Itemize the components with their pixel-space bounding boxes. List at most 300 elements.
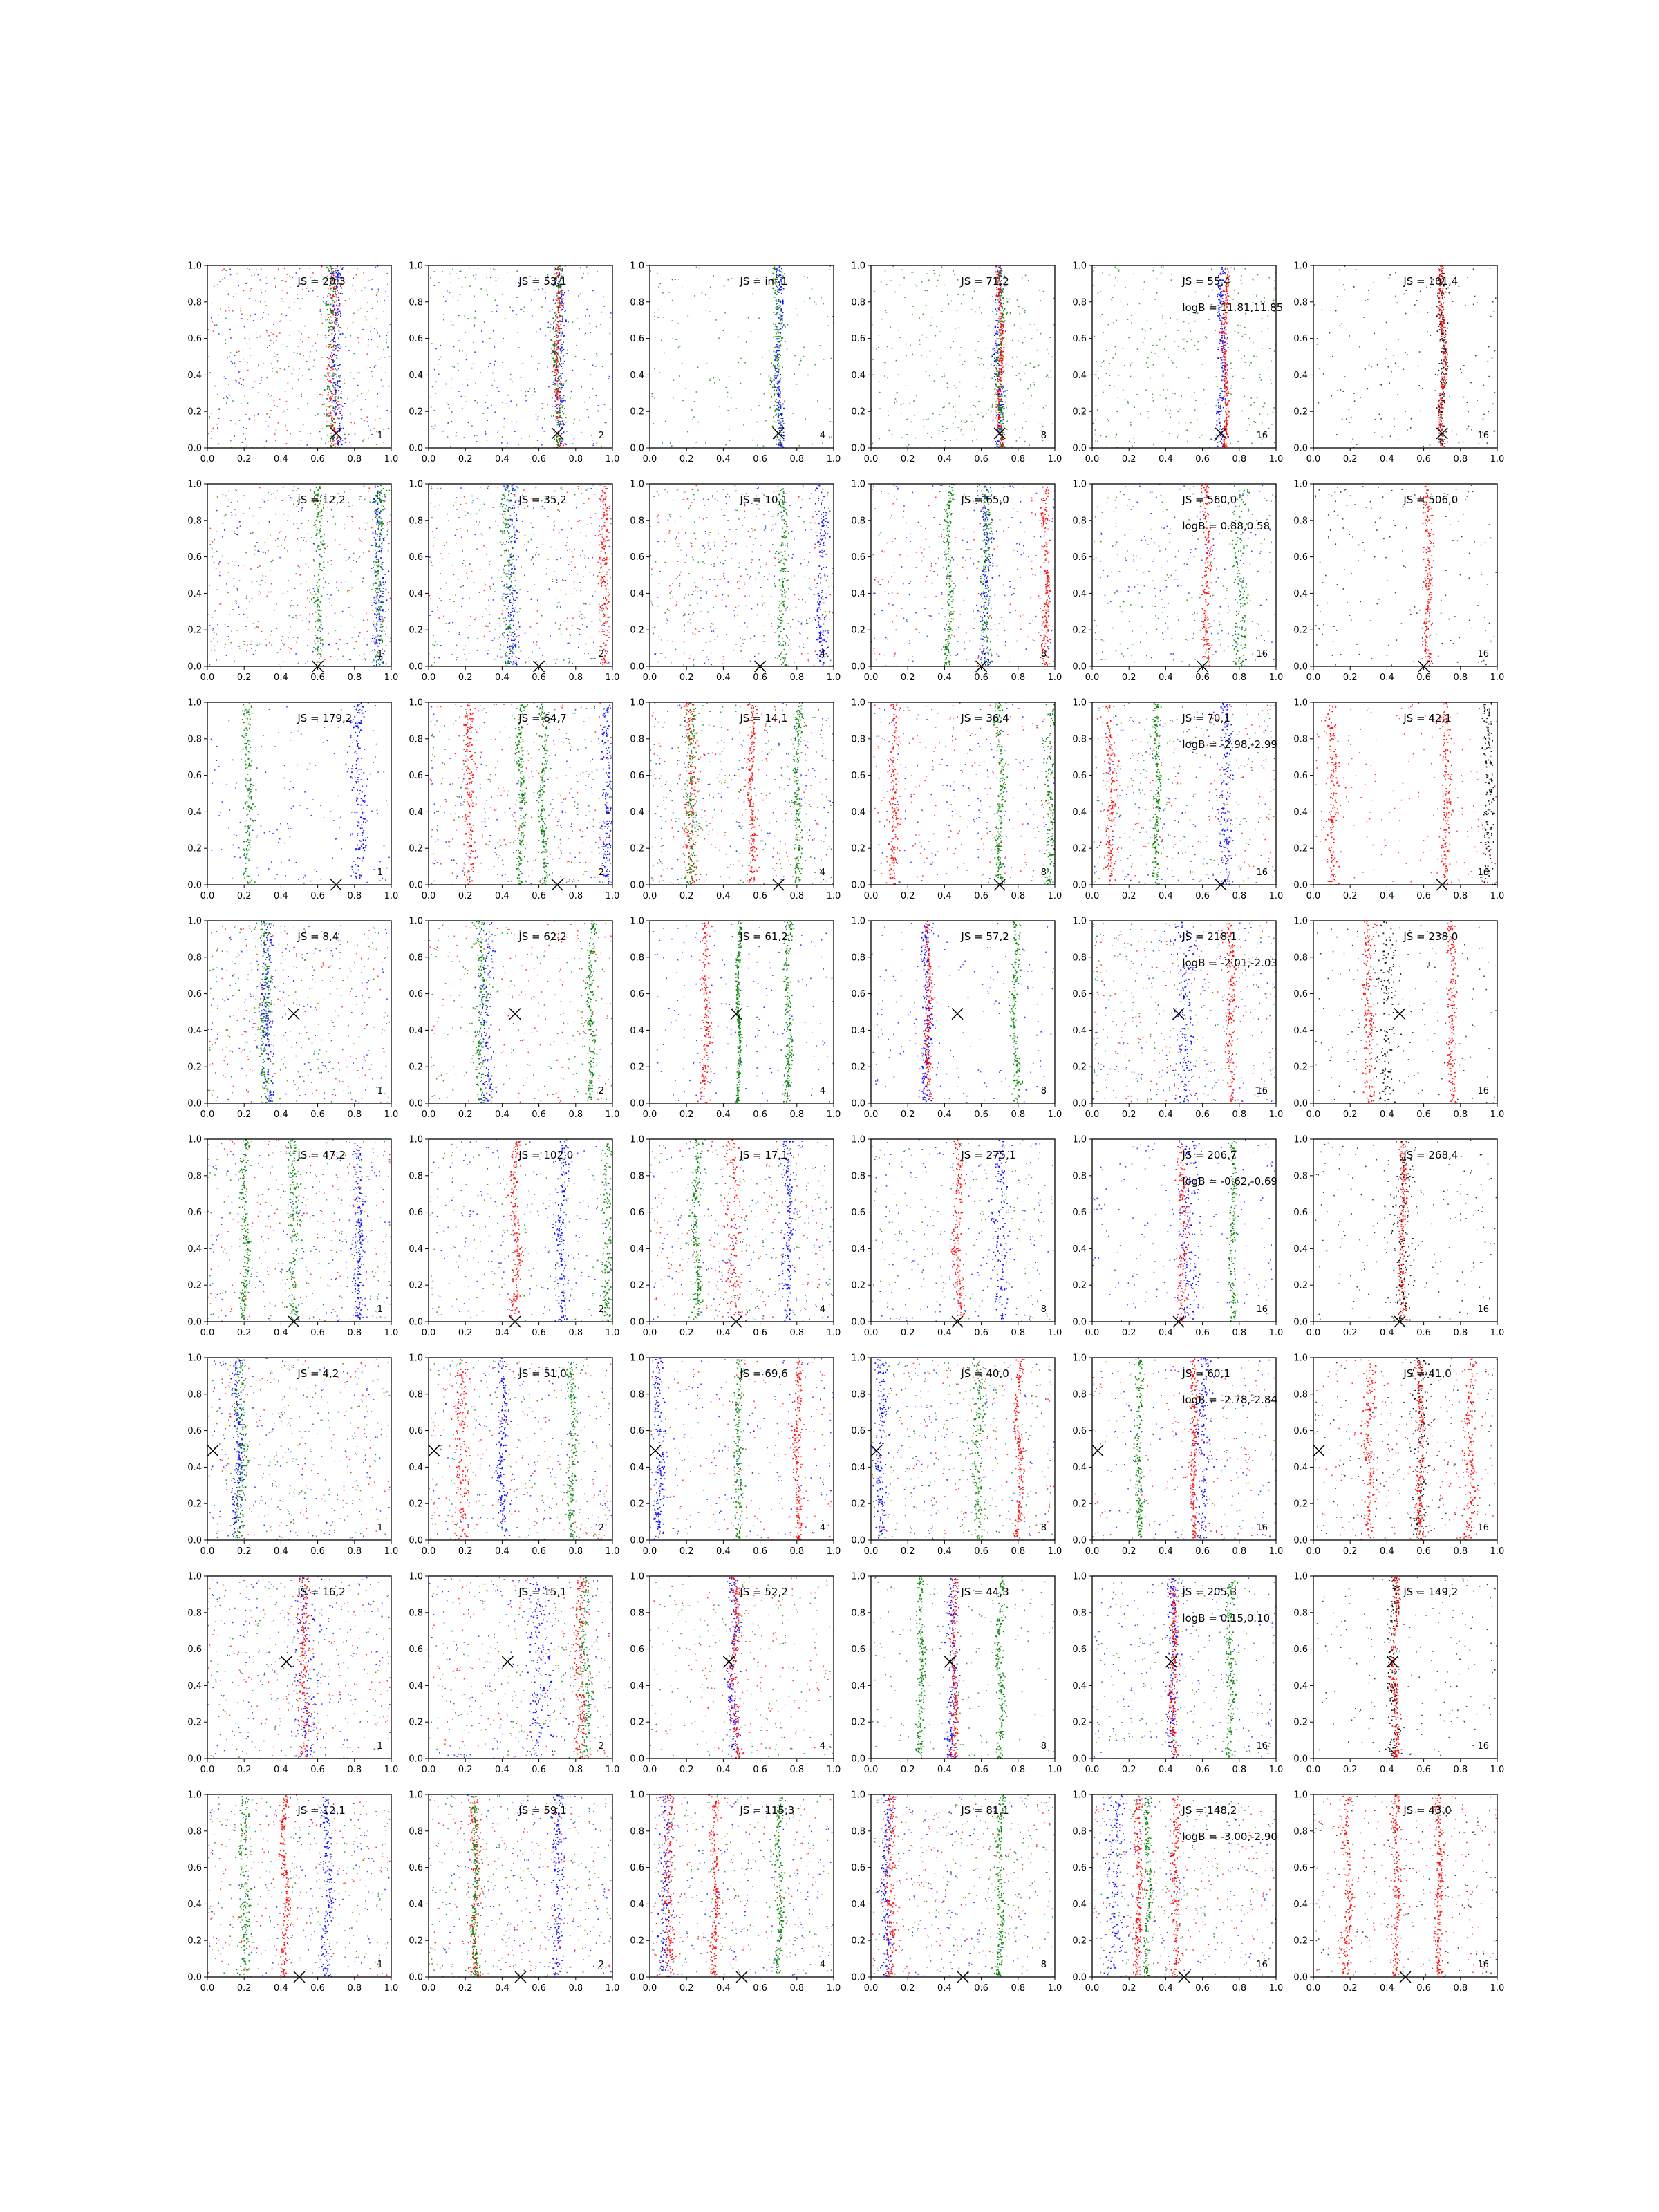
scatter-point-red <box>321 518 322 520</box>
scatter-point-green <box>830 409 831 410</box>
scatter-point-green <box>724 285 725 287</box>
scatter-point-black <box>1343 284 1344 285</box>
scatter-point-green <box>542 403 543 404</box>
scatter-point-red <box>367 416 368 418</box>
scatter-point-green <box>831 358 832 359</box>
scatter-point-red <box>265 421 267 422</box>
band-point-green <box>1000 408 1001 409</box>
scatter-point-blue <box>359 342 360 344</box>
band-point-blue <box>333 304 335 306</box>
scatter-point-green <box>1020 379 1022 381</box>
scatter-point-green <box>961 429 962 430</box>
scatter-point-blue <box>443 314 444 315</box>
band-point-green <box>324 389 326 391</box>
scatter-point-red <box>250 315 251 317</box>
band-point-red <box>332 268 334 269</box>
band-point-green <box>330 405 332 406</box>
x-tick-label: 0.6 <box>310 454 325 465</box>
band-point-green <box>997 345 999 346</box>
scatter-point-red <box>236 630 238 631</box>
scatter-point-green <box>886 312 888 313</box>
band-point-black <box>1442 372 1443 373</box>
corner-label: 1 <box>377 431 383 441</box>
scatter-point-blue <box>217 427 218 429</box>
scatter-point-green <box>729 440 731 441</box>
band-point-black <box>1439 363 1441 364</box>
band-point-green <box>330 326 332 328</box>
band-point-blue <box>1217 411 1219 412</box>
band-point-blue <box>997 353 999 354</box>
scatter-point-green <box>959 355 961 356</box>
band-point-green <box>334 273 335 274</box>
scatter-point-green <box>1004 337 1006 338</box>
band-point-blue <box>1002 413 1004 414</box>
band-point-red <box>557 342 559 344</box>
scatter-point-red <box>231 502 232 503</box>
scatter-point-green <box>1031 395 1032 397</box>
scatter-point-blue <box>231 361 232 362</box>
band-point-blue <box>1221 379 1223 381</box>
band-point-red <box>1443 380 1444 382</box>
band-point-green <box>779 414 780 415</box>
band-point-blue <box>561 400 563 402</box>
band-point-blue <box>1223 399 1224 400</box>
scatter-point-red <box>375 420 376 421</box>
band-point-red <box>999 364 1000 366</box>
scatter-point-green <box>916 395 917 397</box>
scatter-point-green <box>828 325 830 326</box>
scatter-point-blue <box>532 316 533 317</box>
band-point-green <box>1001 420 1002 421</box>
band-point-red <box>560 444 561 446</box>
scatter-point-black <box>1492 404 1494 405</box>
scatter-point-green <box>955 328 956 329</box>
scatter-point-green <box>341 266 342 268</box>
corner-label: 16 <box>1256 431 1268 441</box>
scatter-point-black <box>1368 290 1369 291</box>
band-point-red <box>335 341 336 343</box>
band-point-green <box>329 322 330 324</box>
band-point-red <box>561 299 563 301</box>
band-point-red <box>330 433 332 434</box>
band-point-red <box>997 391 999 393</box>
scatter-point-green <box>384 502 385 503</box>
band-point-blue <box>338 390 339 391</box>
band-point-blue <box>776 399 777 400</box>
scatter-point-green <box>495 300 496 301</box>
scatter-point-green <box>593 443 594 444</box>
scatter-point-black <box>1471 429 1472 431</box>
scatter-point-black <box>1449 292 1450 294</box>
band-point-blue <box>782 312 784 313</box>
scatter-point-green <box>1116 434 1118 435</box>
scatter-point-green <box>438 364 439 365</box>
scatter-point-red <box>279 664 280 665</box>
scatter-point-black <box>1341 324 1342 325</box>
band-point-green <box>1002 297 1004 299</box>
band-point-red <box>1439 288 1441 290</box>
band-point-red <box>556 438 557 439</box>
band-point-green <box>326 409 327 411</box>
band-point-red <box>1002 333 1004 335</box>
band-point-black <box>1441 351 1443 353</box>
scatter-point-green <box>1004 371 1005 372</box>
scatter-point-blue <box>585 332 586 334</box>
scatter-point-blue <box>273 324 274 326</box>
scatter-point-green <box>1147 320 1148 321</box>
scatter-point-green <box>1271 424 1273 425</box>
scatter-point-green <box>329 329 330 330</box>
scatter-point-blue <box>487 395 488 396</box>
scatter-point-green <box>985 348 986 349</box>
scatter-point-green <box>1004 300 1005 301</box>
scatter-point-green <box>776 414 778 415</box>
scatter-point-black <box>1467 402 1468 403</box>
band-point-red <box>559 272 560 273</box>
band-point-red <box>1228 393 1230 394</box>
band-point-blue <box>780 423 781 424</box>
x-tick-label: 1.0 <box>606 454 620 465</box>
band-point-green <box>329 388 330 390</box>
scatter-point-green <box>502 436 503 438</box>
scatter-point-green <box>756 422 758 423</box>
scatter-point-red <box>368 391 369 392</box>
band-point-blue <box>1219 408 1221 409</box>
scatter-point-red <box>319 394 320 395</box>
scatter-point-green <box>832 422 833 423</box>
scatter-point-blue <box>266 440 268 442</box>
scatter-point-red <box>372 519 373 521</box>
scatter-point-green <box>247 319 249 320</box>
scatter-point-green <box>451 325 452 326</box>
scatter-point-red <box>277 354 279 355</box>
scatter-point-blue <box>601 312 603 313</box>
band-point-black <box>1443 303 1444 304</box>
band-point-red <box>1000 374 1002 375</box>
band-point-green <box>560 321 561 322</box>
scatter-point-green <box>518 444 519 446</box>
scatter-point-red <box>299 574 301 576</box>
scatter-point-green <box>246 428 247 429</box>
band-point-blue <box>342 406 344 407</box>
scatter-point-green <box>728 279 729 281</box>
scatter-point-green <box>517 332 518 333</box>
scatter-point-green <box>912 306 914 307</box>
scatter-point-black <box>1430 335 1432 336</box>
scatter-point-green <box>465 396 466 397</box>
band-point-blue <box>775 368 776 370</box>
band-point-green <box>561 398 562 400</box>
y-tick-label: 0.0 <box>851 444 865 454</box>
scatter-point-green <box>922 335 924 336</box>
band-point-red <box>1000 304 1002 306</box>
scatter-point-green <box>1116 435 1117 436</box>
band-point-red <box>335 324 337 325</box>
scatter-point-red <box>209 540 210 541</box>
scatter-point-green <box>326 317 327 318</box>
scatter-point-black <box>1346 418 1347 420</box>
band-point-green <box>556 314 557 315</box>
band-point-red <box>1438 439 1440 440</box>
scatter-point-green <box>823 359 825 360</box>
scatter-point-red <box>265 305 267 306</box>
scatter-point-blue <box>364 420 365 422</box>
band-point-red <box>1002 445 1004 447</box>
scatter-point-green <box>250 355 251 356</box>
scatter-point-blue <box>326 301 328 303</box>
scatter-point-green <box>1230 268 1232 269</box>
y-tick-label: 1.0 <box>187 261 202 272</box>
scatter-point-blue <box>243 379 244 381</box>
scatter-point-red <box>308 337 310 338</box>
scatter-point-red <box>228 384 229 386</box>
band-point-blue <box>776 444 778 445</box>
band-point-green <box>777 360 778 362</box>
band-point-blue <box>778 428 779 429</box>
scatter-point-green <box>368 368 369 369</box>
band-point-green <box>779 338 780 339</box>
band-point-red <box>1000 384 1002 385</box>
scatter-point-blue <box>608 378 610 379</box>
scatter-point-green <box>1274 288 1275 289</box>
band-point-green <box>997 387 999 388</box>
scatter-point-green <box>1127 304 1128 306</box>
band-point-green <box>554 269 556 270</box>
scatter-point-red <box>300 550 301 552</box>
scatter-point-black <box>1406 290 1407 291</box>
band-point-blue <box>780 422 782 423</box>
scatter-point-black <box>1332 356 1333 357</box>
scatter-point-blue <box>563 423 564 424</box>
scatter-point-green <box>364 439 365 440</box>
scatter-point-green <box>381 368 382 369</box>
band-point-green <box>335 345 337 346</box>
band-point-green <box>773 416 774 418</box>
scatter-point-blue <box>458 340 460 341</box>
y-tick-label: 1.0 <box>409 261 423 272</box>
band-point-red <box>1000 329 1002 330</box>
scatter-point-green <box>1018 341 1020 342</box>
band-point-black <box>1440 339 1441 340</box>
scatter-point-green <box>447 436 449 438</box>
scatter-point-green <box>209 416 210 418</box>
scatter-point-green <box>386 273 388 274</box>
scatter-point-green <box>736 408 738 409</box>
band-point-blue <box>337 440 339 441</box>
scatter-point-green <box>458 300 459 301</box>
band-point-green <box>562 385 563 386</box>
scatter-point-green <box>955 416 956 418</box>
scatter-point-red <box>328 288 329 290</box>
scatter-point-blue <box>592 445 594 447</box>
band-point-blue <box>1217 400 1219 401</box>
band-point-red <box>1227 364 1228 366</box>
scatter-point-blue <box>597 271 598 272</box>
scatter-point-green <box>1094 375 1096 376</box>
scatter-point-green <box>1163 266 1164 268</box>
band-point-black <box>1436 407 1438 409</box>
y-tick-label: 0.8 <box>1072 297 1087 308</box>
band-point-green <box>774 347 776 348</box>
scatter-point-red <box>358 310 359 311</box>
band-point-blue <box>337 385 339 386</box>
scatter-point-green <box>584 402 585 403</box>
band-point-red <box>1438 297 1439 299</box>
band-point-red <box>1228 272 1229 273</box>
corner-label: 16 <box>1477 431 1489 441</box>
scatter-point-green <box>1243 378 1244 379</box>
scatter-point-blue <box>510 400 512 402</box>
scatter-point-green <box>829 437 830 438</box>
band-point-green <box>550 339 552 341</box>
band-point-green <box>333 387 335 388</box>
scatter-point-green <box>367 523 368 524</box>
band-point-blue <box>333 354 335 355</box>
band-point-blue <box>1219 395 1221 396</box>
band-point-red <box>1438 422 1440 423</box>
band-point-red <box>998 404 1000 405</box>
band-point-blue <box>1221 367 1223 368</box>
scatter-point-green <box>1237 441 1239 442</box>
band-point-blue <box>334 350 335 351</box>
band-point-green <box>341 419 342 420</box>
scatter-point-green <box>1011 447 1013 448</box>
scatter-point-red <box>299 368 300 370</box>
band-point-green <box>778 323 779 324</box>
scatter-point-green <box>1185 424 1186 425</box>
scatter-point-green <box>887 346 888 348</box>
scatter-point-red <box>309 268 310 269</box>
scatter-point-green <box>577 318 578 319</box>
scatter-point-green <box>889 430 890 431</box>
scatter-point-green <box>1009 315 1010 316</box>
scatter-point-red <box>223 268 225 270</box>
scatter-point-green <box>982 416 984 418</box>
scatter-point-green <box>516 270 518 272</box>
band-point-green <box>779 444 780 446</box>
corner-label: 8 <box>1041 431 1047 441</box>
scatter-point-red <box>366 613 367 615</box>
scatter-point-blue <box>534 290 536 291</box>
scatter-point-green <box>1016 357 1018 358</box>
scatter-point-black <box>1477 400 1478 401</box>
band-point-red <box>997 371 999 372</box>
scatter-point-green <box>932 413 934 415</box>
scatter-point-green <box>979 267 980 268</box>
scatter-point-red <box>271 332 272 333</box>
scatter-point-green <box>211 438 212 439</box>
band-point-red <box>1224 391 1226 393</box>
band-point-blue <box>563 336 565 337</box>
scatter-point-green <box>885 363 886 364</box>
scatter-point-green <box>1128 337 1130 339</box>
band-point-blue <box>1220 296 1221 297</box>
band-point-blue <box>335 413 337 414</box>
scatter-point-red <box>268 550 269 552</box>
scatter-point-blue <box>370 430 371 431</box>
band-point-green <box>775 401 776 402</box>
band-point-green <box>332 326 334 328</box>
band-point-blue <box>1216 424 1217 426</box>
scatter-point-blue <box>592 365 594 366</box>
scatter-point-green <box>1194 409 1196 411</box>
band-point-green <box>330 390 331 391</box>
band-point-green <box>1002 413 1004 415</box>
scatter-point-blue <box>464 437 465 438</box>
band-point-red <box>327 373 328 374</box>
band-point-blue <box>331 353 332 354</box>
band-point-green <box>783 324 785 326</box>
scatter-point-blue <box>446 384 447 385</box>
scatter-point-green <box>803 347 805 348</box>
band-point-blue <box>563 303 564 305</box>
scatter-point-green <box>687 431 688 433</box>
scatter-point-green <box>1016 375 1018 376</box>
scatter-point-blue <box>349 299 350 300</box>
band-point-red <box>560 291 561 292</box>
scatter-point-green <box>1028 388 1029 390</box>
band-point-green <box>775 314 776 315</box>
band-point-black <box>1441 333 1443 335</box>
band-point-green <box>552 350 554 351</box>
y-tick-label: 0.8 <box>187 297 202 308</box>
scatter-point-green <box>460 271 462 272</box>
scatter-point-black <box>1494 431 1496 432</box>
band-point-green <box>556 316 558 317</box>
band-point-blue <box>777 382 778 383</box>
scatter-point-green <box>715 319 717 321</box>
scatter-point-green <box>679 375 681 377</box>
scatter-point-green <box>464 315 465 317</box>
band-point-red <box>1228 411 1230 413</box>
scatter-point-red <box>259 565 261 567</box>
scatter-point-blue <box>327 386 328 388</box>
band-point-blue <box>340 293 341 294</box>
scatter-point-green <box>706 363 708 364</box>
band-point-green <box>1002 317 1004 318</box>
scatter-point-green <box>892 348 893 349</box>
scatter-point-green <box>254 554 255 555</box>
scatter-point-green <box>692 419 693 420</box>
band-point-red <box>332 295 334 297</box>
scatter-point-green <box>757 445 758 447</box>
band-point-green <box>556 344 557 346</box>
scatter-point-green <box>339 344 340 346</box>
band-point-blue <box>1003 387 1004 388</box>
band-point-red <box>1225 341 1226 343</box>
scatter-point-green <box>729 429 730 430</box>
scatter-point-red <box>322 395 324 396</box>
scatter-point-blue <box>241 384 243 385</box>
band-point-blue <box>997 320 999 321</box>
scatter-point-green <box>275 285 276 287</box>
band-point-black <box>1445 339 1446 340</box>
scatter-point-green <box>322 429 324 430</box>
scatter-point-blue <box>467 384 469 386</box>
scatter-point-red <box>310 592 311 594</box>
band-point-green <box>1000 414 1001 415</box>
scatter-point-green <box>1105 436 1107 438</box>
band-point-blue <box>994 348 995 349</box>
scatter-point-blue <box>230 274 232 276</box>
band-point-blue <box>337 308 339 310</box>
band-point-red <box>1226 420 1227 422</box>
scatter-point-green <box>1199 437 1201 438</box>
band-point-red <box>558 366 559 368</box>
band-point-red <box>1441 336 1443 337</box>
band-point-red <box>1443 330 1444 331</box>
scatter-point-green <box>805 418 806 420</box>
